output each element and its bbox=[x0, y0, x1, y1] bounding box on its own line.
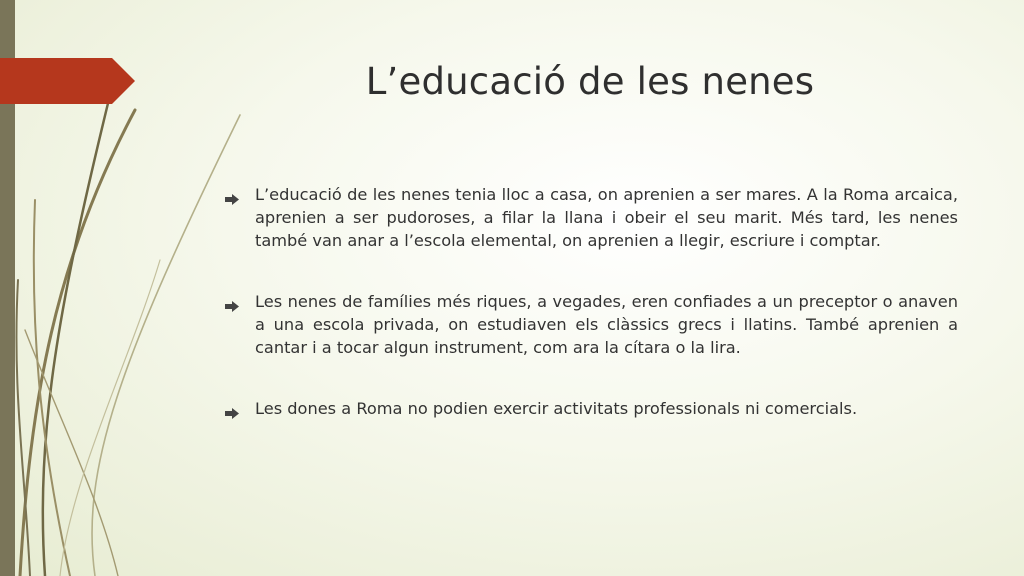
bullet-text: L’educació de les nenes tenia lloc a casa, on aprenien a ser mares. A la Roma arcaica, aprenien a ser pudoroses, a filar la llana i obeir el seu marit. Més tard, les nenes també van anar a l’escola elemental, on aprenien a llegir, escriure i comptar. bbox=[255, 185, 958, 250]
bullet-text: Les dones a Roma no podien exercir activitats professionals ni comercials. bbox=[255, 399, 858, 418]
arrow-right-icon bbox=[225, 397, 255, 425]
arrow-right-icon bbox=[225, 183, 255, 211]
title-accent-arrow bbox=[0, 58, 135, 104]
slide-title: L’educació de les nenes bbox=[365, 60, 815, 103]
arrow-right-icon bbox=[225, 290, 255, 318]
bullet-item bbox=[225, 290, 958, 359]
bullet-item bbox=[225, 397, 958, 425]
bullet-list bbox=[225, 183, 958, 463]
bullet-text: Les nenes de famílies més riques, a vegades, eren confiades a un preceptor o anaven a una escola privada, on estudiaven els clàssics grecs i llatins. També aprenien a cantar i a tocar algun instrument, com ara la cítara o la lira. bbox=[255, 292, 958, 357]
bullet-item bbox=[225, 183, 958, 252]
